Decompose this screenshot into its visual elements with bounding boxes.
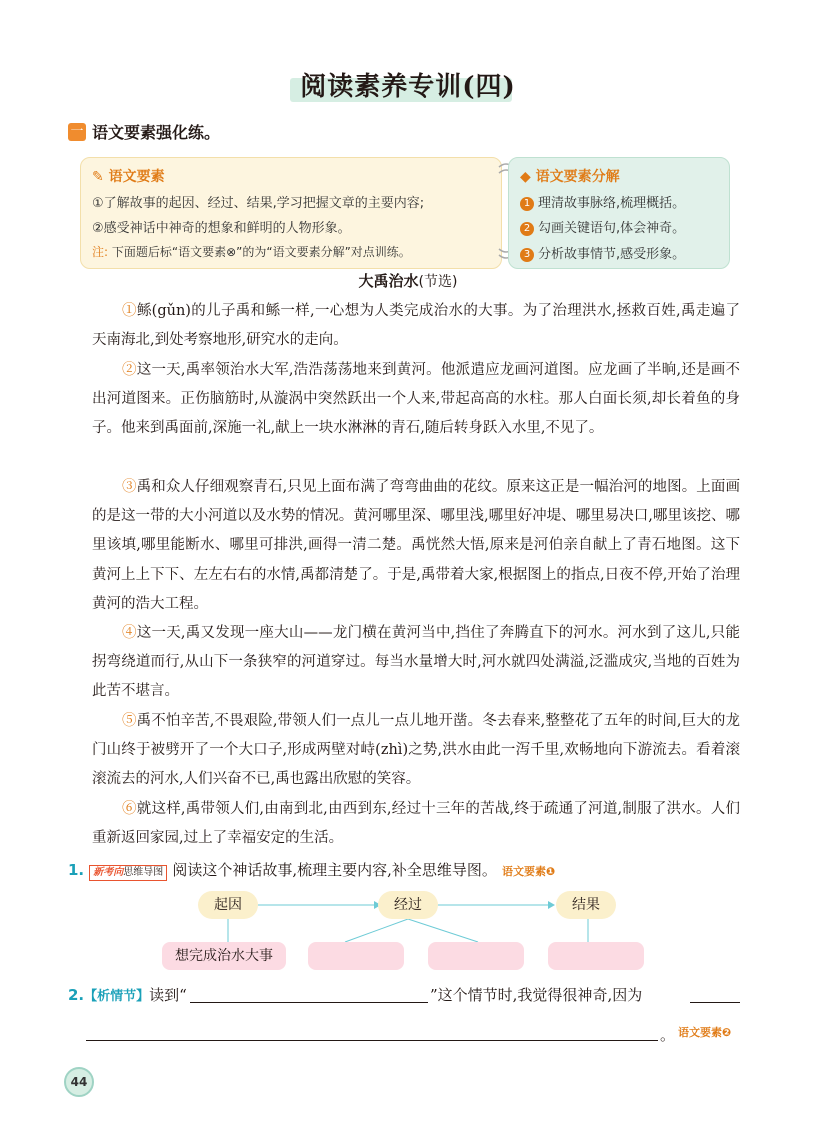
breakdown-heading: ◆ 语文要素分解 <box>520 169 620 185</box>
map-answer-cause: 想完成治水大事 <box>162 942 286 970</box>
question-2-number: 2. <box>68 986 85 1004</box>
pencil-icon: ✎ <box>92 169 104 185</box>
question-2 <box>68 984 187 1005</box>
breakdown-badge: 2 <box>520 222 534 236</box>
story-paragraph: ⑤禹不怕辛苦,不畏艰险,带领人们一点儿一点儿地开凿。冬去春来,整整花了五年的时间,巨大的龙门山终于被劈开了一个大口子,形成两壁对峙(zhì)之势,洪水由此一泻千里,欢畅地向下游流去。看着滚滚流去的河水,人们兴奋不已,禹也露出欣慰的笑容。 <box>92 713 741 788</box>
answer-line-reason-2[interactable] <box>86 1040 658 1041</box>
map-blank-process-1[interactable] <box>308 942 404 970</box>
breakdown-item-3: 3 分析故事情节,感受形象。 <box>520 243 685 262</box>
answer-line-reason-1[interactable] <box>690 1002 740 1003</box>
story-paragraph: ③禹和众人仔细观察青石,只见上面布满了弯弯曲曲的花纹。原来这正是一幅治河的地图。上面画的是这一带的大小河道以及水势的情况。黄河哪里深、哪里浅,哪里好冲堤、哪里易决口,哪里该挖、哪里该填,哪里能断水、哪里可排洪,画得一清二楚。禹恍然大悟,原来是河伯亲自献上了青石地图。这下黄河上上下下、左左右右的水情,禹都清楚了。于是,禹带着大家,根据图上的指点,日夜不停,开始了治理黄河的浩大工程。 <box>92 479 741 612</box>
story-paragraph: ①鲧(gǔn)的儿子禹和鲧一样,一心想为人类完成治水的大事。为了治理洪水,拯救百姓,禹走遍了天南海北,到处考察地形,研究水的走向。 <box>92 303 740 349</box>
element-tag: 语文要素❶ <box>501 865 556 878</box>
elements-heading: ✎ 语文要素 <box>92 169 165 185</box>
map-node-result: 结果 <box>556 891 616 919</box>
question-1-text: 阅读这个神话故事,梳理主要内容,补全思维导图。 <box>172 861 497 879</box>
element-line-2: ②感受神话中神奇的想象和鲜明的人物形象。 <box>92 221 351 236</box>
question-2-end: 。 <box>660 1026 676 1044</box>
paragraph-number: ④ <box>122 625 137 641</box>
map-blank-process-2[interactable] <box>428 942 524 970</box>
question-2-type: 【析情节】 <box>84 989 150 1004</box>
question-2-text-b: ”这个情节时,我觉得很神奇,因为 <box>430 986 643 1004</box>
element-tag-2: 语文要素❷ <box>678 1026 732 1039</box>
paragraph-number: ① <box>122 303 137 319</box>
breakdown-item-2: 2 勾画关键语句,体会神奇。 <box>520 217 685 236</box>
page-title: 阅读素养专训(四) <box>300 72 516 102</box>
section-title: 语文要素强化练。 <box>92 123 221 142</box>
paragraph-number: ⑥ <box>122 801 137 817</box>
story-paragraph: ⑥就这样,禹带领人们,由南到北,由西到东,经过十三年的苦战,终于疏通了河道,制服了洪水。人们重新返回家园,过上了幸福安定的生活。 <box>92 801 740 847</box>
tag-icon: ◆ <box>520 169 531 185</box>
question-2-text-a: 读到“ <box>149 986 187 1004</box>
section-number: 一 <box>68 123 86 141</box>
breakdown-badge: 3 <box>520 248 534 262</box>
element-line-1: ①了解故事的起因、经过、结果,学习把握文章的主要内容; <box>92 196 425 211</box>
breakdown-item-1: 1 理清故事脉络,梳理概括。 <box>520 192 685 211</box>
note-label: 注: <box>92 245 109 259</box>
page-number: 44 <box>64 1067 94 1097</box>
story-title: 大禹治水(节选) <box>358 272 458 290</box>
map-blank-result[interactable] <box>548 942 644 970</box>
breakdown-badge: 1 <box>520 197 534 211</box>
paragraph-number: ③ <box>122 479 137 495</box>
paragraph-number: ② <box>122 362 137 378</box>
story-subtitle: (节选) <box>418 274 458 290</box>
story-paragraph: ④这一天,禹又发现一座大山——龙门横在黄河当中,挡住了奔腾直下的河水。河水到了这儿,只能拐弯绕道而行,从山下一条狭窄的河道穿过。每当水量增大时,河水就四处满溢,泛滥成灾,当地的百姓为此苦不堪言。 <box>92 625 740 700</box>
answer-line-quote[interactable] <box>190 1002 428 1003</box>
new-trend-tag: 新考向思维导图 <box>89 865 167 881</box>
question-1-number: 1. <box>68 861 85 879</box>
paragraph-number: ⑤ <box>122 713 137 729</box>
note-text: 下面题后标“语文要素⊗”的为“语文要素分解”对点训练。 <box>111 245 411 259</box>
story-paragraph: ②这一天,禹率领治水大军,浩浩荡荡地来到黄河。他派遣应龙画河道图。应龙画了半晌,还是画不出河道图来。正伤脑筋时,从漩涡中突然跃出一个人来,带起高高的水柱。那人白面长须,却长着鱼的身子。他来到禹面前,深施一礼,献上一块水淋淋的青石,随后转身跃入水里,不见了。 <box>92 362 741 437</box>
map-node-process: 经过 <box>378 891 438 919</box>
map-node-cause: 起因 <box>198 891 258 919</box>
